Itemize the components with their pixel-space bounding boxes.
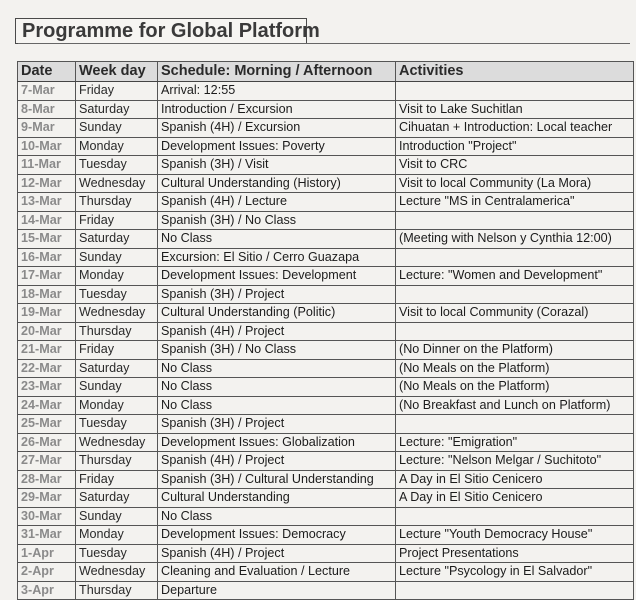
table-row xyxy=(18,193,634,212)
header-schedule: Schedule: Morning / Afternoon xyxy=(158,62,396,82)
weekday-cell: Thursday xyxy=(76,581,158,600)
date-cell: 19-Mar xyxy=(18,304,76,323)
date-cell: 29-Mar xyxy=(18,489,76,508)
table-row xyxy=(18,100,634,119)
schedule-cell: Spanish (3H) / No Class xyxy=(158,211,396,230)
weekday-cell: Thursday xyxy=(76,452,158,471)
date-cell: 7-Mar xyxy=(18,82,76,101)
table-row xyxy=(18,248,634,267)
activity-cell: (No Dinner on the Platform) xyxy=(396,341,634,360)
table-row xyxy=(18,304,634,323)
date-cell: 30-Mar xyxy=(18,507,76,526)
date-cell: 22-Mar xyxy=(18,359,76,378)
activity-cell: (No Meals on the Platform) xyxy=(396,378,634,397)
schedule-cell: Cultural Understanding (Politic) xyxy=(158,304,396,323)
date-cell: 31-Mar xyxy=(18,526,76,545)
schedule-cell: Spanish (4H) / Lecture xyxy=(158,193,396,212)
table-row xyxy=(18,119,634,138)
date-cell: 14-Mar xyxy=(18,211,76,230)
activity-cell: Project Presentations xyxy=(396,544,634,563)
document-title: Programme for Global Platform xyxy=(22,20,320,42)
activity-cell: Introduction "Project" xyxy=(396,137,634,156)
header-weekday: Week day xyxy=(76,62,158,82)
table-row xyxy=(18,322,634,341)
schedule-cell: Introduction / Excursion xyxy=(158,100,396,119)
weekday-cell: Saturday xyxy=(76,230,158,249)
table-row xyxy=(18,563,634,582)
date-cell: 3-Apr xyxy=(18,581,76,600)
weekday-cell: Tuesday xyxy=(76,415,158,434)
activity-cell: Lecture "Psycology in El Salvador" xyxy=(396,563,634,582)
weekday-cell: Saturday xyxy=(76,100,158,119)
weekday-cell: Thursday xyxy=(76,322,158,341)
weekday-cell: Friday xyxy=(76,82,158,101)
schedule-cell: No Class xyxy=(158,396,396,415)
weekday-cell: Sunday xyxy=(76,378,158,397)
schedule-cell: Cultural Understanding xyxy=(158,489,396,508)
schedule-cell: Spanish (3H) / Project xyxy=(158,415,396,434)
table-header xyxy=(18,62,634,82)
activity-cell: Visit to local Community (Corazal) xyxy=(396,304,634,323)
weekday-cell: Saturday xyxy=(76,489,158,508)
activity-cell: Lecture: "Nelson Melgar / Suchitoto" xyxy=(396,452,634,471)
schedule-cell: Development Issues: Globalization xyxy=(158,433,396,452)
date-cell: 18-Mar xyxy=(18,285,76,304)
table-row xyxy=(18,433,634,452)
table-row xyxy=(18,341,634,360)
schedule-cell: Spanish (3H) / Project xyxy=(158,285,396,304)
header-date: Date xyxy=(18,62,76,82)
schedule-cell: Cleaning and Evaluation / Lecture xyxy=(158,563,396,582)
activity-cell xyxy=(396,211,634,230)
header-row xyxy=(18,62,634,82)
date-cell: 11-Mar xyxy=(18,156,76,175)
weekday-cell: Wednesday xyxy=(76,304,158,323)
schedule-cell: Spanish (3H) / Cultural Understanding xyxy=(158,470,396,489)
weekday-cell: Monday xyxy=(76,267,158,286)
date-cell: 15-Mar xyxy=(18,230,76,249)
date-cell: 17-Mar xyxy=(18,267,76,286)
table-row xyxy=(18,526,634,545)
activity-cell xyxy=(396,507,634,526)
schedule-cell: Departure xyxy=(158,581,396,600)
weekday-cell: Wednesday xyxy=(76,433,158,452)
weekday-cell: Sunday xyxy=(76,248,158,267)
activity-cell: A Day in El Sitio Cenicero xyxy=(396,470,634,489)
schedule-cell: Excursion: El Sitio / Cerro Guazapa xyxy=(158,248,396,267)
date-cell: 1-Apr xyxy=(18,544,76,563)
date-cell: 9-Mar xyxy=(18,119,76,138)
schedule-cell: Cultural Understanding (History) xyxy=(158,174,396,193)
weekday-cell: Friday xyxy=(76,341,158,360)
table-row xyxy=(18,489,634,508)
activity-cell: Lecture "Youth Democracy House" xyxy=(396,526,634,545)
weekday-cell: Tuesday xyxy=(76,285,158,304)
table-row xyxy=(18,359,634,378)
table-row xyxy=(18,230,634,249)
schedule-table xyxy=(17,61,634,600)
table-row xyxy=(18,137,634,156)
schedule-cell: Spanish (4H) / Excursion xyxy=(158,119,396,138)
table-row xyxy=(18,415,634,434)
table-row xyxy=(18,378,634,397)
table-row xyxy=(18,174,634,193)
weekday-cell: Monday xyxy=(76,137,158,156)
weekday-cell: Tuesday xyxy=(76,156,158,175)
weekday-cell: Saturday xyxy=(76,359,158,378)
activity-cell: Cihuatan + Introduction: Local teacher xyxy=(396,119,634,138)
date-cell: 12-Mar xyxy=(18,174,76,193)
schedule-cell: Development Issues: Development xyxy=(158,267,396,286)
activity-cell xyxy=(396,415,634,434)
date-cell: 20-Mar xyxy=(18,322,76,341)
table-row xyxy=(18,581,634,600)
weekday-cell: Friday xyxy=(76,211,158,230)
activity-cell: A Day in El Sitio Cenicero xyxy=(396,489,634,508)
table-row xyxy=(18,507,634,526)
date-cell: 23-Mar xyxy=(18,378,76,397)
schedule-cell: Development Issues: Democracy xyxy=(158,526,396,545)
table-row xyxy=(18,452,634,471)
schedule-cell: Arrival: 12:55 xyxy=(158,82,396,101)
schedule-cell: No Class xyxy=(158,359,396,378)
activity-cell: Lecture: "Women and Development" xyxy=(396,267,634,286)
table-row xyxy=(18,544,634,563)
table-row xyxy=(18,211,634,230)
schedule-cell: No Class xyxy=(158,378,396,397)
header-activities: Activities xyxy=(396,62,634,82)
activity-cell xyxy=(396,322,634,341)
activity-cell: (No Meals on the Platform) xyxy=(396,359,634,378)
weekday-cell: Wednesday xyxy=(76,563,158,582)
activity-cell: Visit to local Community (La Mora) xyxy=(396,174,634,193)
date-cell: 10-Mar xyxy=(18,137,76,156)
weekday-cell: Tuesday xyxy=(76,544,158,563)
schedule-cell: No Class xyxy=(158,230,396,249)
date-cell: 2-Apr xyxy=(18,563,76,582)
table-row xyxy=(18,267,634,286)
table-body xyxy=(18,82,634,600)
activity-cell: Visit to CRC xyxy=(396,156,634,175)
weekday-cell: Monday xyxy=(76,526,158,545)
activity-cell xyxy=(396,581,634,600)
schedule-cell: Development Issues: Poverty xyxy=(158,137,396,156)
schedule-cell: Spanish (3H) / Visit xyxy=(158,156,396,175)
weekday-cell: Sunday xyxy=(76,119,158,138)
schedule-cell: Spanish (4H) / Project xyxy=(158,322,396,341)
table-row xyxy=(18,156,634,175)
activity-cell: Lecture: "Emigration" xyxy=(396,433,634,452)
weekday-cell: Wednesday xyxy=(76,174,158,193)
date-cell: 13-Mar xyxy=(18,193,76,212)
activity-cell: Visit to Lake Suchitlan xyxy=(396,100,634,119)
weekday-cell: Friday xyxy=(76,470,158,489)
date-cell: 8-Mar xyxy=(18,100,76,119)
date-cell: 21-Mar xyxy=(18,341,76,360)
date-cell: 25-Mar xyxy=(18,415,76,434)
table-row xyxy=(18,82,634,101)
date-cell: 28-Mar xyxy=(18,470,76,489)
schedule-cell: No Class xyxy=(158,507,396,526)
activity-cell: (No Breakfast and Lunch on Platform) xyxy=(396,396,634,415)
date-cell: 16-Mar xyxy=(18,248,76,267)
activity-cell xyxy=(396,82,634,101)
schedule-cell: Spanish (4H) / Project xyxy=(158,452,396,471)
title-underline xyxy=(18,43,630,44)
activity-cell: Lecture "MS in Centralamerica" xyxy=(396,193,634,212)
date-cell: 26-Mar xyxy=(18,433,76,452)
activity-cell xyxy=(396,248,634,267)
date-cell: 27-Mar xyxy=(18,452,76,471)
weekday-cell: Monday xyxy=(76,396,158,415)
table-row xyxy=(18,285,634,304)
activity-cell: (Meeting with Nelson y Cynthia 12:00) xyxy=(396,230,634,249)
document-title-box xyxy=(15,18,320,44)
weekday-cell: Sunday xyxy=(76,507,158,526)
schedule-cell: Spanish (4H) / Project xyxy=(158,544,396,563)
table-row xyxy=(18,470,634,489)
table-row xyxy=(18,396,634,415)
schedule-cell: Spanish (3H) / No Class xyxy=(158,341,396,360)
activity-cell xyxy=(396,285,634,304)
date-cell: 24-Mar xyxy=(18,396,76,415)
weekday-cell: Thursday xyxy=(76,193,158,212)
